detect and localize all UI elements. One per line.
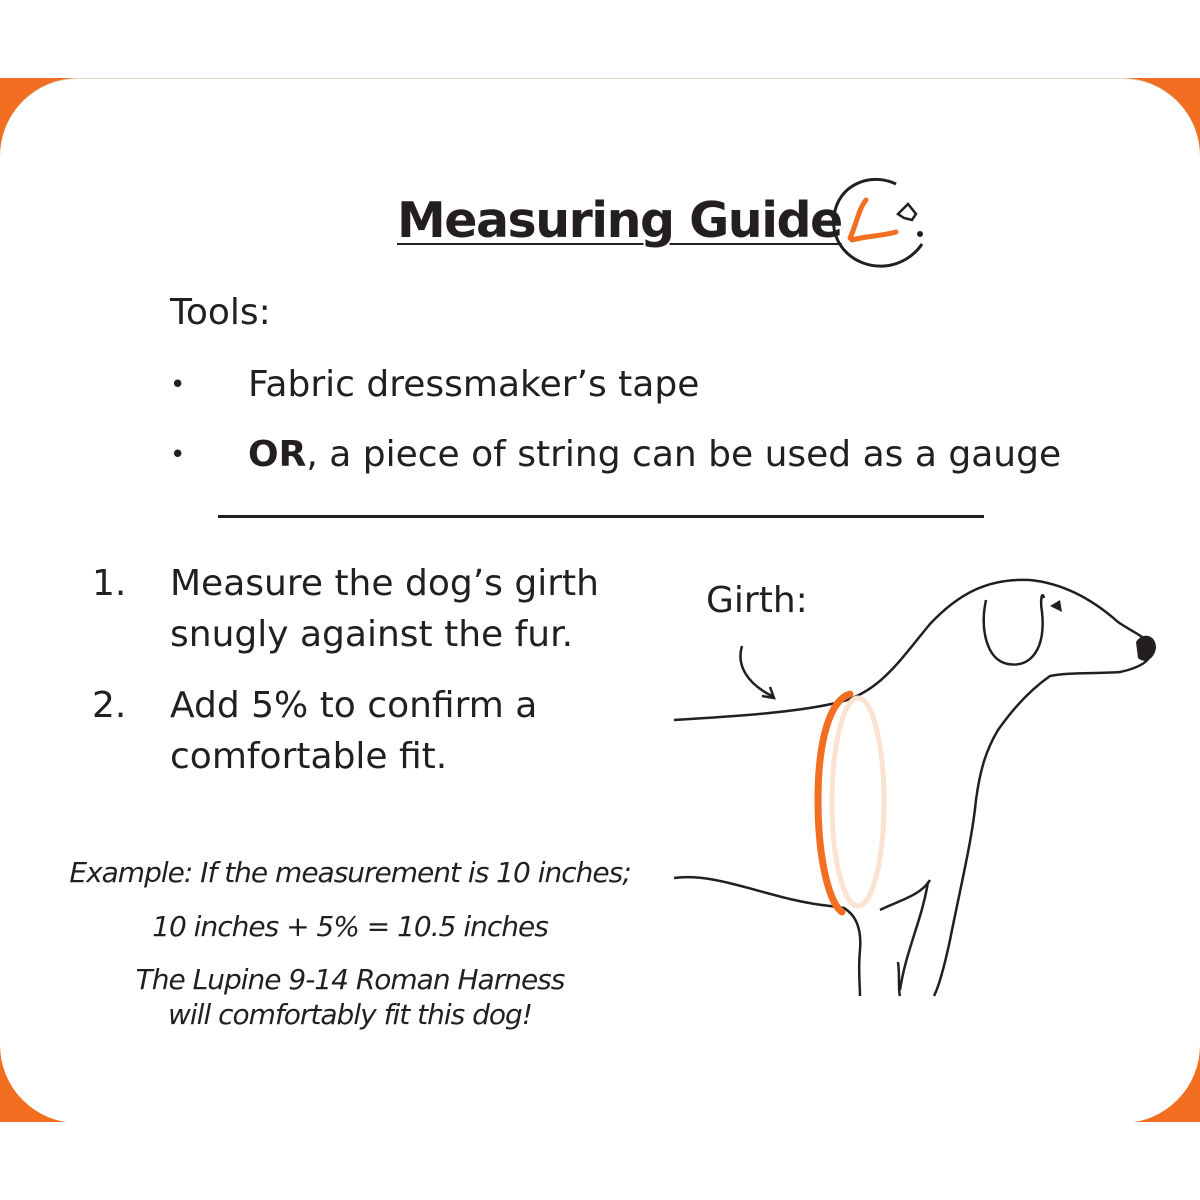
step-number: 1. [92,563,127,604]
step-text: Add 5% to confirm a comfortable fit. [170,685,538,777]
dog-outline-icon [660,560,1200,1020]
tool-item-label: Fabric dressmaker’s tape [248,364,700,405]
example-line-1: Example: If the measurement is 10 inches; [69,856,631,889]
bullet: • [170,440,186,470]
page-title: Measuring Guide [397,192,842,249]
example-line-2: 10 inches + 5% = 10.5 inches [152,910,548,943]
example-line-3: The Lupine 9-14 Roman Harness [135,963,565,996]
example-line-4: will comfortably fit this dog! [167,998,532,1031]
girth-label: Girth: [706,580,808,621]
bottom-margin [0,1122,1200,1200]
lupine-logo-icon [826,170,930,274]
divider [218,515,984,518]
tool-item-label: , a piece of string can be used as a gauge [306,434,1062,475]
tool-item-text [248,361,699,409]
bullet: • [170,370,186,400]
step-text: Measure the dog’s girth snugly against the fur. [170,563,599,655]
step-number: 2. [92,685,127,726]
top-margin [0,0,1200,78]
curved-arrow-icon [740,646,774,698]
tools-label: Tools: [170,292,271,333]
tool-item-bold: OR [248,434,307,475]
tool-item-text [248,431,1061,479]
